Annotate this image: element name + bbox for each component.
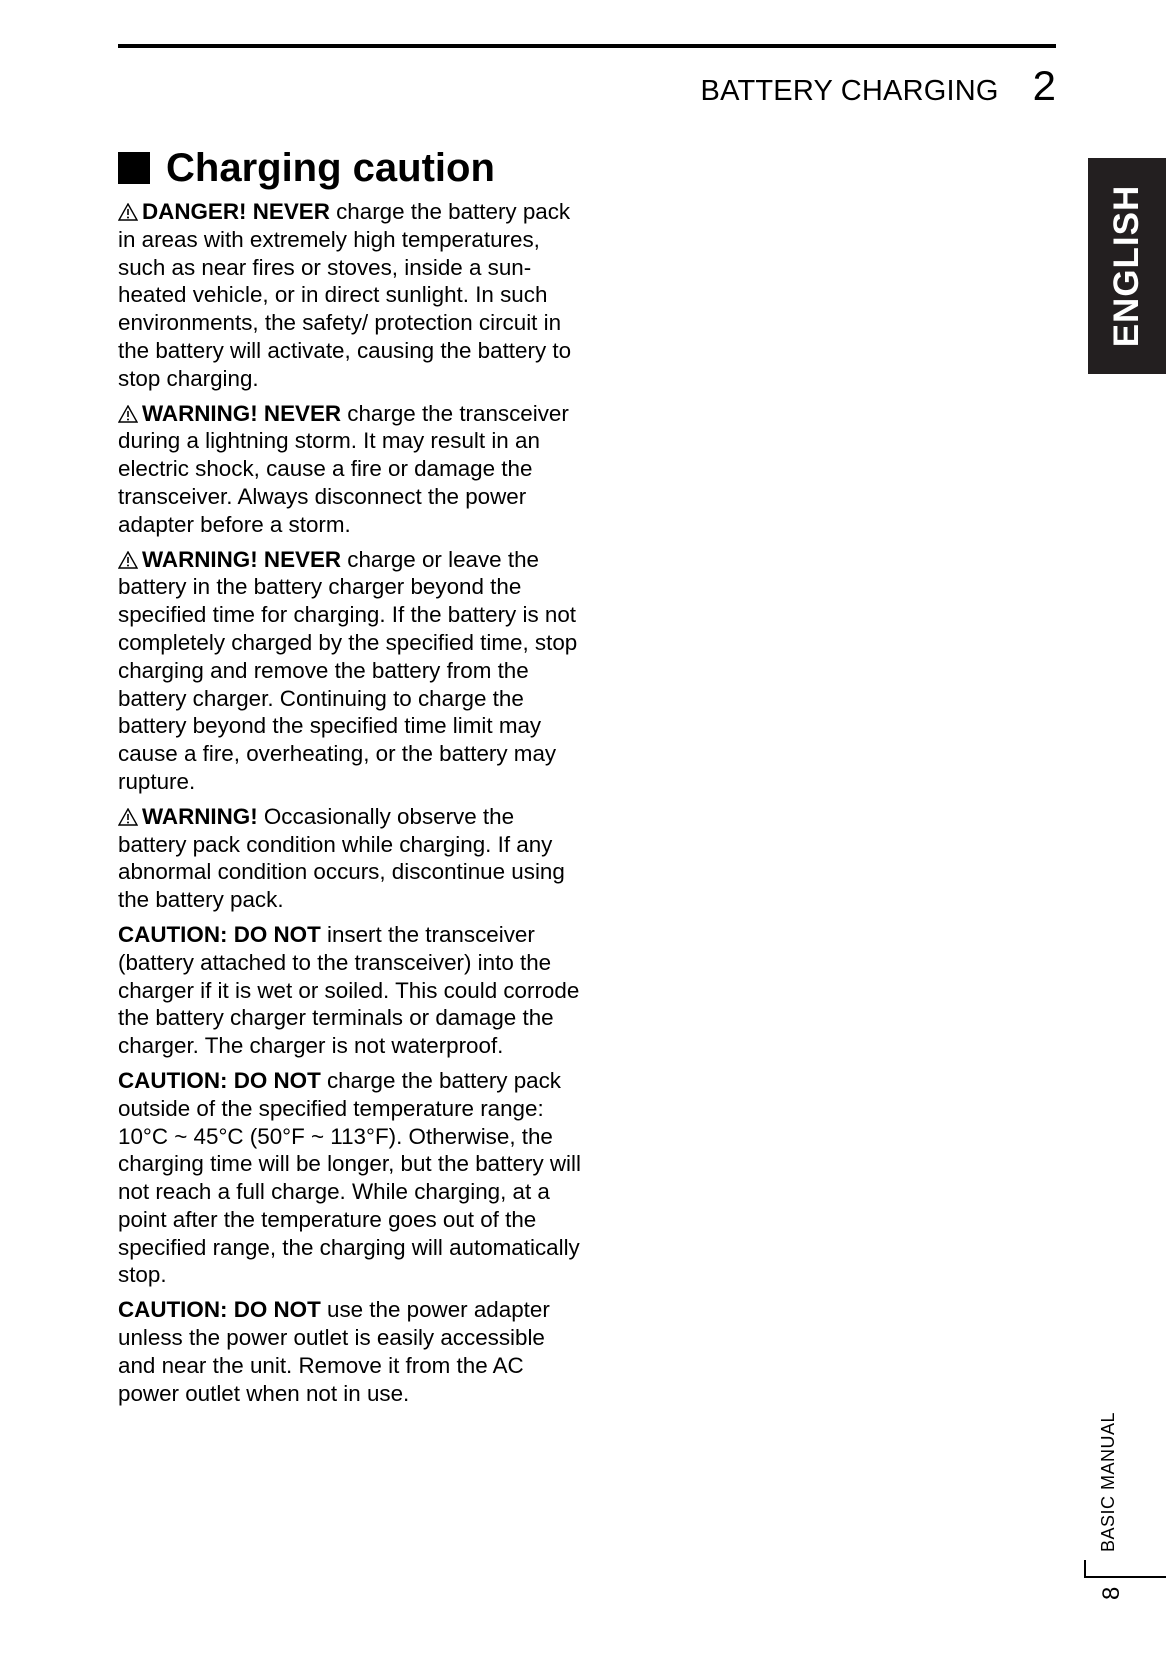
- caution-keyword: CAUTION:: [118, 1067, 228, 1093]
- caution-keyword: CAUTION:: [118, 1297, 228, 1323]
- warning-triangle-icon: [118, 400, 138, 428]
- chapter-title: BATTERY CHARGING: [700, 75, 999, 107]
- never-keyword: NEVER: [263, 546, 342, 572]
- heading-square-icon: [118, 152, 150, 184]
- caution-paragraph-temperature: [118, 1067, 588, 1289]
- warning-triangle-icon: [118, 546, 138, 574]
- paragraph-text: Occasionally observe the battery pack condition while charging. If any abnormal condition occurs, discontinue using the battery pack.: [118, 803, 565, 913]
- paragraph-text: charge the battery pack in areas with extremely high temperatures, such as near fires or stoves, inside a sun-heated vehicle, or in direct sunlight. In such environments, the safety/ protection circuit in the battery will activate, causing the battery to stop charging.: [118, 199, 572, 391]
- section-title: Charging caution: [166, 146, 495, 190]
- do-not-keyword: DO NOT: [233, 921, 321, 947]
- paragraph-text: charge or leave the battery in the battery charger beyond the specified time for charging. If the battery is not completely charged by the specified time, stop charging and remove the battery from the battery charger. Continuing to charge the battery beyond the specified time limit may cause a fire, overheating, or the battery may rupture.: [118, 546, 578, 794]
- manual-label: BASIC MANUAL: [1098, 1411, 1118, 1552]
- language-label: ENGLISH: [1107, 184, 1146, 348]
- paragraph-text: charge the battery pack outside of the specified temperature range: 10°C ~ 45°C (50°F ~ 113°F). Otherwise, the charging time will be longer, but the battery will not reach a full charge. While charging, at a point after the temperature goes out of the specified range, the charging will automatically stop.: [118, 1067, 581, 1288]
- do-not-keyword: DO NOT: [233, 1067, 321, 1093]
- chapter-number: 2: [1032, 62, 1056, 109]
- never-keyword: NEVER: [263, 400, 342, 426]
- footer-rule-horizontal: [1084, 1576, 1166, 1578]
- caution-paragraph-power-adapter: [118, 1296, 588, 1407]
- caution-paragraph-lightning: [118, 400, 588, 539]
- never-keyword: NEVER: [252, 199, 330, 224]
- page-number: 8: [1098, 1586, 1125, 1600]
- paragraph-text: insert the transceiver (battery attached to the transceiver) into the charger if it is wet or soiled. This could corrode the battery charger terminals or damage the charger. The charger is not waterproof.: [118, 921, 580, 1059]
- paragraph-text: use the power adapter unless the power outlet is easily accessible and near the unit. Remove it from the AC power outlet when not in use.: [118, 1297, 550, 1406]
- caution-keyword: CAUTION:: [118, 921, 228, 947]
- warning-keyword: WARNING!: [142, 546, 258, 572]
- caution-list: [118, 198, 588, 1414]
- danger-keyword: DANGER!: [142, 199, 247, 224]
- caution-paragraph-charge-time: [118, 546, 588, 796]
- do-not-keyword: DO NOT: [233, 1297, 321, 1323]
- caution-paragraph-wet: [118, 921, 588, 1060]
- header-rule: [118, 44, 1056, 48]
- chapter-header: [701, 62, 1056, 110]
- caution-paragraph-danger: [118, 198, 588, 393]
- caution-paragraph-observe: [118, 803, 588, 914]
- warning-keyword: WARNING!: [142, 400, 258, 426]
- section-heading: [118, 148, 495, 188]
- paragraph-text: charge the transceiver during a lightning storm. It may result in an electric shock, cause a fire or damage the transceiver. Always disconnect the power adapter before a storm.: [118, 400, 569, 537]
- warning-triangle-icon: [118, 803, 138, 831]
- warning-triangle-icon: [118, 198, 138, 226]
- language-tab: [1088, 158, 1166, 374]
- warning-keyword: WARNING!: [142, 803, 258, 829]
